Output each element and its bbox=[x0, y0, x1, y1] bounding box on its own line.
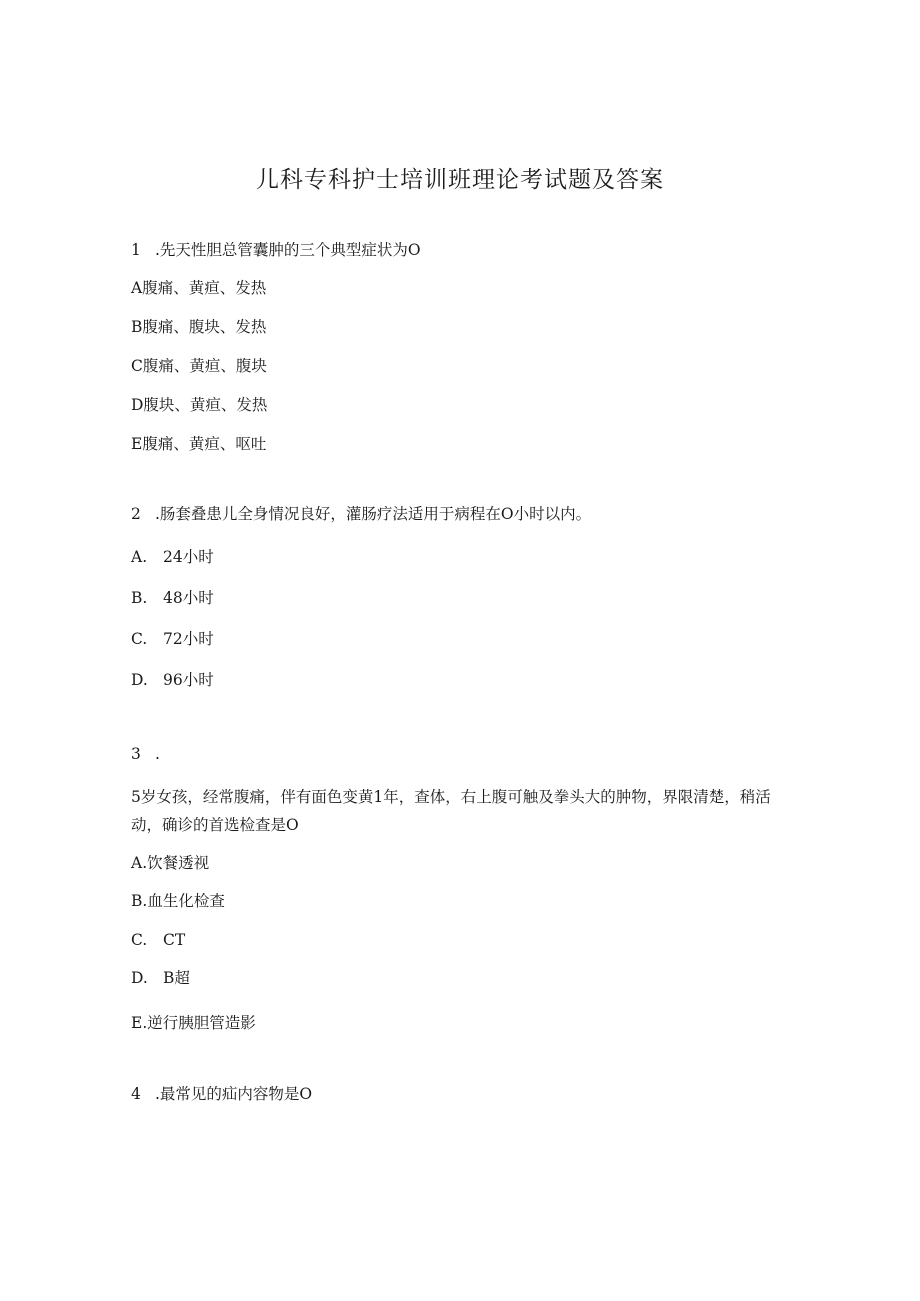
option-text: 48小时 bbox=[163, 589, 214, 607]
question-1-option-e: E腹痛、黄疸、呕吐 bbox=[131, 435, 267, 453]
question-1-option-c: C腹痛、黄疸、腹块 bbox=[131, 357, 267, 375]
question-1-option-a: A腹痛、黄疸、发热 bbox=[131, 279, 267, 297]
question-3-option-b: B.血生化检查 bbox=[131, 892, 225, 910]
question-1-option-b: B腹痛、腹块、发热 bbox=[131, 318, 267, 336]
question-3-option-d bbox=[131, 967, 190, 989]
option-letter: C. bbox=[131, 931, 148, 949]
question-number: 2 bbox=[131, 505, 141, 523]
option-letter: C. bbox=[131, 630, 148, 648]
page-title: 儿科专科护士培训班理论考试题及答案 bbox=[256, 167, 664, 193]
option-text: 24小时 bbox=[163, 548, 214, 566]
question-text: .肠套叠患儿全身情况良好，灌肠疗法适用于病程在O小时以内。 bbox=[155, 505, 592, 523]
question-1-option-d: D腹块、黄疸、发热 bbox=[131, 396, 268, 414]
question-3-option-c bbox=[131, 929, 185, 951]
question-2-stem bbox=[131, 503, 591, 525]
option-text: 96小时 bbox=[163, 671, 214, 689]
option-letter: D. bbox=[131, 969, 148, 987]
option-letter: D. bbox=[131, 671, 148, 689]
question-3-stem bbox=[131, 743, 160, 765]
question-text: .先天性胆总管囊肿的三个典型症状为O bbox=[155, 241, 421, 259]
question-3-option-e: E.逆行胰胆管造影 bbox=[131, 1014, 256, 1032]
question-2-option-a bbox=[131, 546, 214, 568]
question-1-stem bbox=[131, 239, 421, 261]
option-letter: A. bbox=[131, 548, 148, 566]
question-3-body: 5岁女孩，经常腹痛，伴有面色变黄1年，查体，右上腹可触及拳头大的肿物，界限清楚，稍活动，确诊的首选检查是O bbox=[131, 788, 771, 834]
question-2-option-d bbox=[131, 669, 214, 691]
question-4-stem bbox=[131, 1083, 312, 1105]
option-text: B超 bbox=[163, 969, 190, 987]
question-number: 4 bbox=[131, 1085, 141, 1103]
option-text: 72小时 bbox=[163, 630, 214, 648]
question-number: 3 bbox=[131, 745, 141, 763]
question-number: 1 bbox=[131, 241, 141, 259]
option-text: CT bbox=[163, 931, 186, 949]
question-text: .最常见的疝内容物是O bbox=[155, 1085, 313, 1103]
question-2-option-b bbox=[131, 587, 214, 609]
question-text: . bbox=[155, 745, 160, 763]
question-2-option-c bbox=[131, 628, 214, 650]
option-letter: B. bbox=[131, 589, 148, 607]
question-3-option-a: A.饮餐透视 bbox=[131, 854, 210, 872]
